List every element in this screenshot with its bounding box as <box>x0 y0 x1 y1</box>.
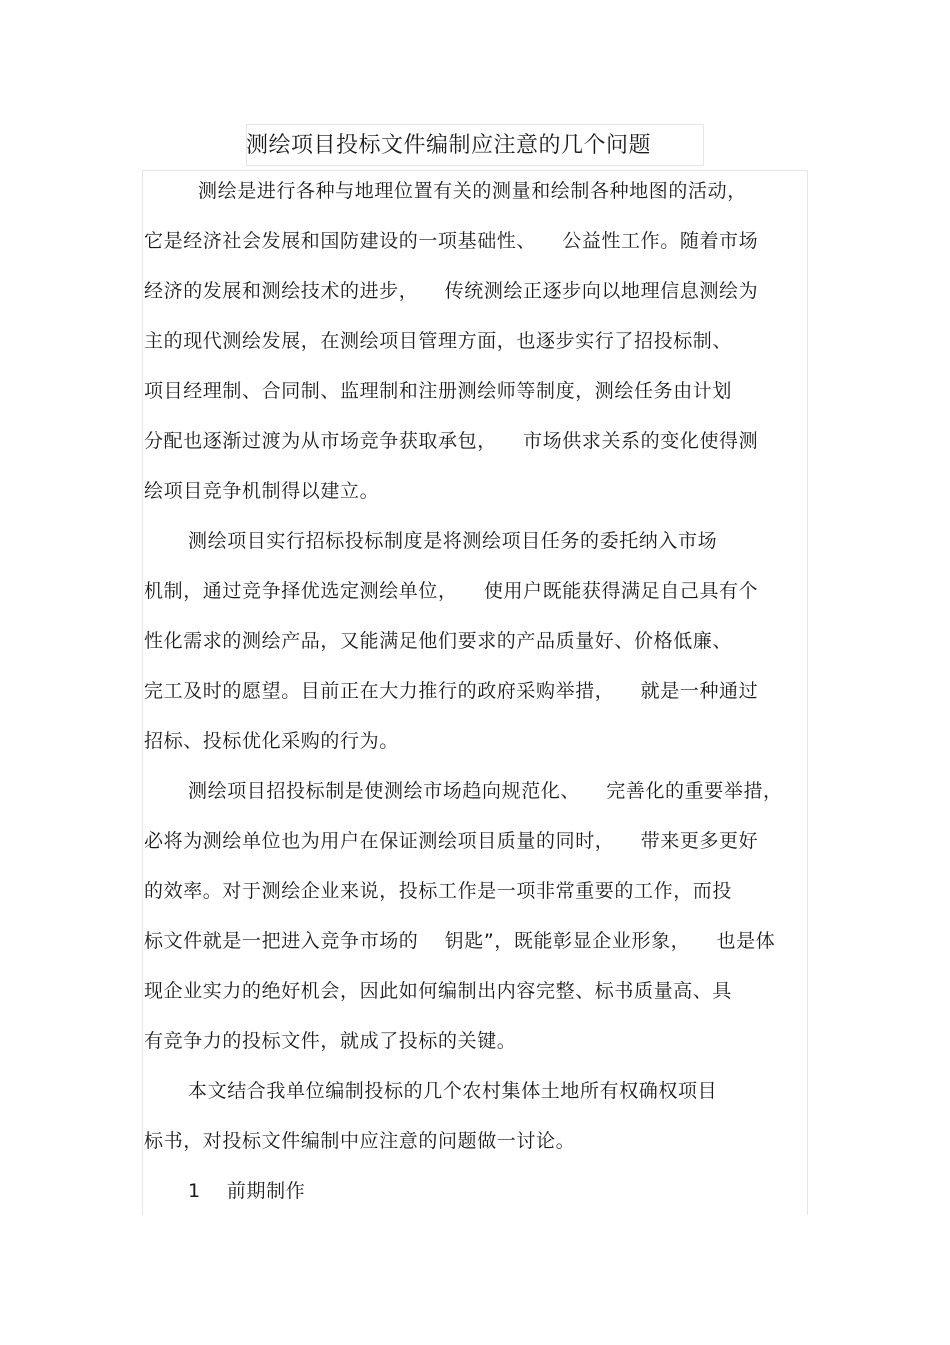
body-line: 必将为测绘单位也为用户在保证测绘项目质量的同时， 带来更多更好 <box>144 830 759 852</box>
body-line: 本文结合我单位编制投标的几个农村集体土地所有权确权项目 <box>188 1080 718 1102</box>
document-title: 测绘项目投标文件编制应注意的几个问题 <box>246 133 652 158</box>
body-line: 有竞争力的投标文件，就成了投标的关键。 <box>144 1030 517 1052</box>
body-line: 的效率。对于测绘企业来说，投标工作是一项非常重要的工作，而投 <box>144 880 733 902</box>
body-line: 标书，对投标文件编制中应注意的问题做一讨论。 <box>144 1130 576 1152</box>
body-line: 完工及时的愿望。目前正在大力推行的政府采购举措， 就是一种通过 <box>144 680 759 702</box>
body-line: 项目经理制、合同制、监理制和注册测绘师等制度，测绘任务由计划 <box>144 380 733 402</box>
body-line: 分配也逐渐过渡为从市场竞争获取承包， 市场供求关系的变化使得测 <box>144 430 759 452</box>
body-line: 测绘是进行各种与地理位置有关的测量和绘制各种地图的活动， <box>198 180 747 202</box>
body-line: 性化需求的测绘产品，又能满足他们要求的产品质量好、价格低廉、 <box>144 630 733 652</box>
body-line: 绘项目竞争机制得以建立。 <box>144 480 380 502</box>
body-line: 招标、投标优化采购的行为。 <box>144 730 399 752</box>
body-line: 现企业实力的绝好机会，因此如何编制出内容完整、标书质量高、具 <box>144 980 733 1002</box>
body-line: 机制，通过竞争择优选定测绘单位， 使用户既能获得满足自己具有个 <box>144 580 759 602</box>
body-line: 主的现代测绘发展，在测绘项目管理方面，也逐步实行了招投标制、 <box>144 330 733 352</box>
body-line: 经济的发展和测绘技术的进步， 传统测绘正逐步向以地理信息测绘为 <box>144 280 759 302</box>
body-line: 它是经济社会发展和国防建设的一项基础性、 公益性工作。随着市场 <box>144 230 759 252</box>
body-line: 标文件就是一把进入竞争市场的 钥匙”，既能彰显企业形象， 也是体 <box>144 930 776 952</box>
body-line: 测绘项目实行招标投标制度是将测绘项目任务的委托纳入市场 <box>188 530 718 552</box>
body-line: 测绘项目招投标制是使测绘市场趋向规范化、 完善化的重要举措， <box>188 780 783 802</box>
section-heading: 1 前期制作 <box>188 1180 306 1202</box>
